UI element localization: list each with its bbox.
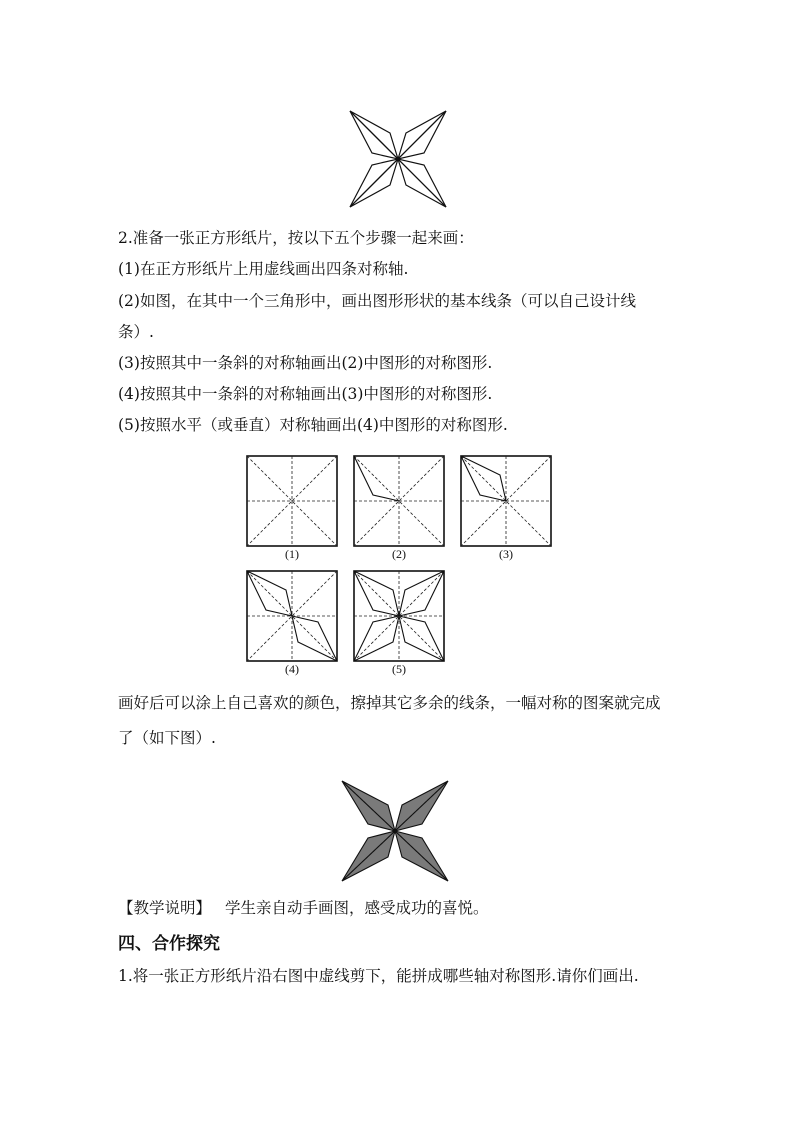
after-text-2: 了（如下图）. [118,729,216,747]
symmetry-axes [247,456,337,546]
teaching-note-text: 学生亲自动手画图，感受成功的喜悦。 [225,899,489,917]
section2-intro: 2.准备一张正方形纸片，按以下五个步骤一起来画： [118,229,474,247]
step3-text: (3)按照其中一条斜的对称轴画出(2)中图形的对称图形. [118,354,493,372]
section4-heading: 四、合作探究 [118,934,220,954]
teaching-note [118,898,688,918]
filled-pattern-figure [340,779,450,883]
step-figure-4 [246,570,338,662]
step1-text: (1)在正方形纸片上用虚线画出四条对称轴. [118,260,409,278]
outline-pattern-figure [346,109,450,209]
petal-top-left-b [350,111,398,159]
petal-top-right-b [398,111,446,159]
outline-petals [350,111,446,207]
step5-text: (5)按照水平（或垂直）对称轴画出(4)中图形的对称图形. [118,416,508,434]
step-figure-2 [353,455,445,547]
step-figure-3 [460,455,552,547]
step4-text: (4)按照其中一条斜的对称轴画出(3)中图形的对称图形. [118,385,493,403]
after-text-1: 画好后可以涂上自己喜欢的颜色，擦掉其它多余的线条，一幅对称的图案就完成 [118,694,661,712]
figure-label-3: (3) [499,547,513,561]
section4-item1: 1.将一张正方形纸片沿右图中虚线剪下，能拼成哪些轴对称图形.请你们画出. [118,967,639,985]
step-figure-5 [353,570,445,662]
step2-text-a: (2)如图，在其中一个三角形中，画出图形形状的基本线条（可以自己设计线 [118,292,636,310]
figure-label-1: (1) [285,547,299,561]
teaching-note-label: 【教学说明】 [118,899,212,917]
step2-text-b: 条）. [118,323,154,341]
figure-label-5: (5) [392,662,406,676]
figure-label-4: (4) [285,662,299,676]
petal-bottom-right-b [398,159,446,207]
step-figure-1 [246,455,338,547]
figure-label-2: (2) [392,547,406,561]
petal-bottom-left-b [350,159,398,207]
